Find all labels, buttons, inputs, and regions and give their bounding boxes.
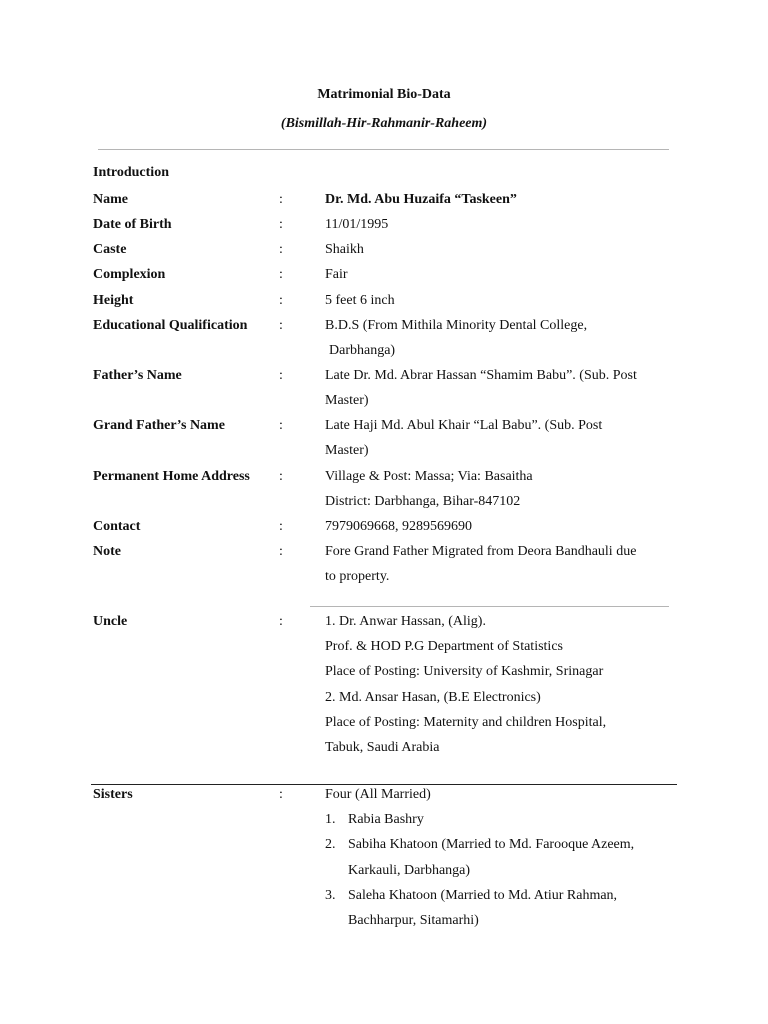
uncle-value-line: Prof. & HOD P.G Department of Statistics xyxy=(325,639,563,655)
grand-father-name-value xyxy=(325,413,685,463)
sisters-label: Sisters xyxy=(93,787,133,802)
colon: : xyxy=(279,192,283,207)
name-label: Name xyxy=(93,192,128,207)
height-label: Height xyxy=(93,293,134,308)
education-value xyxy=(325,313,685,363)
document-title: Matrimonial Bio-Data xyxy=(317,87,451,102)
height-value-line: 5 feet 6 inch xyxy=(325,293,395,308)
contact-label: Contact xyxy=(93,519,141,534)
sisters-value xyxy=(325,782,685,933)
introduction-heading: Introduction xyxy=(93,165,169,180)
note-value-line: to property. xyxy=(325,569,390,585)
list-item-text: Sabiha Khatoon (Married to Md. Farooque Azeem, xyxy=(348,837,635,853)
uncle-value-line: 2. Md. Ansar Hasan, (B.E Electronics) xyxy=(325,689,541,705)
caste-value-line: Shaikh xyxy=(325,242,364,257)
education-value-line: B.D.S (From Mithila Minority Dental College, xyxy=(325,318,588,333)
list-item-number: 2. xyxy=(325,837,336,853)
father-name-label: Father’s Name xyxy=(93,368,182,383)
dob-value xyxy=(325,212,685,237)
dob-value-line: 11/01/1995 xyxy=(325,217,389,232)
colon: : xyxy=(279,267,283,282)
colon: : xyxy=(279,368,283,383)
uncle-label: Uncle xyxy=(93,614,128,629)
contact-value-line: 7979069668, 9289569690 xyxy=(325,519,472,534)
father-name-value xyxy=(325,363,685,413)
note-value-line: Fore Grand Father Migrated from Deora Bandhauli due xyxy=(325,544,637,559)
education-label: Educational Qualification xyxy=(93,318,248,333)
colon: : xyxy=(279,614,283,629)
colon: : xyxy=(279,318,283,333)
dob-label: Date of Birth xyxy=(93,217,172,232)
address-value xyxy=(325,464,685,514)
list-item-number: 1. xyxy=(325,812,336,828)
list-item xyxy=(325,832,685,882)
colon: : xyxy=(279,787,283,802)
list-item xyxy=(325,883,685,933)
header-divider xyxy=(98,149,669,150)
caste-value xyxy=(325,237,685,262)
uncle-value-line: Tabuk, Saudi Arabia xyxy=(325,740,440,756)
list-item xyxy=(325,807,685,832)
address-label: Permanent Home Address xyxy=(93,469,250,484)
document-subtitle: (Bismillah-Hir-Rahmanir-Raheem) xyxy=(280,116,488,131)
colon: : xyxy=(279,544,283,559)
name-value-line: Dr. Md. Abu Huzaifa “Taskeen” xyxy=(325,192,517,207)
list-item-text: Bachharpur, Sitamarhi) xyxy=(348,913,479,929)
list-item-text: Rabia Bashry xyxy=(348,812,424,828)
height-value xyxy=(325,288,685,313)
grand-father-name-label: Grand Father’s Name xyxy=(93,418,225,433)
uncle-value xyxy=(325,609,685,760)
education-value-line: Darbhanga) xyxy=(329,343,396,359)
complexion-value xyxy=(325,262,685,287)
uncle-value-line: Place of Posting: University of Kashmir, Srinagar xyxy=(325,664,604,680)
uncle-value-line: Place of Posting: Maternity and children Hospital, xyxy=(325,714,607,730)
name-value xyxy=(325,187,685,212)
uncle-value-line: 1. Dr. Anwar Hassan, (Alig). xyxy=(325,614,486,629)
grand-father-name-value-line: Late Haji Md. Abul Khair “Lal Babu”. (Sub. Post xyxy=(325,418,603,433)
grand-father-name-value-line: Master) xyxy=(325,443,369,459)
note-value xyxy=(325,539,685,589)
father-name-value-line: Late Dr. Md. Abrar Hassan “Shamim Babu”. (Sub. Post xyxy=(325,368,637,383)
colon: : xyxy=(279,293,283,308)
caste-label: Caste xyxy=(93,242,127,257)
address-value-line: Village & Post: Massa; Via: Basaitha xyxy=(325,469,533,484)
address-value-line: District: Darbhanga, Bihar-847102 xyxy=(325,494,521,510)
list-item-text: Saleha Khatoon (Married to Md. Atiur Rahman, xyxy=(348,887,618,903)
colon: : xyxy=(279,418,283,433)
list-item-text: Karkauli, Darbhanga) xyxy=(348,862,471,878)
complexion-value-line: Fair xyxy=(325,267,348,282)
list-item-number: 3. xyxy=(325,887,336,903)
colon: : xyxy=(279,519,283,534)
colon: : xyxy=(279,217,283,232)
father-name-value-line: Master) xyxy=(325,393,369,409)
contact-value xyxy=(325,514,685,539)
colon: : xyxy=(279,469,283,484)
sisters-summary: Four (All Married) xyxy=(325,787,431,802)
note-label: Note xyxy=(93,544,121,559)
uncle-divider xyxy=(310,606,669,607)
colon: : xyxy=(279,242,283,257)
complexion-label: Complexion xyxy=(93,267,166,282)
